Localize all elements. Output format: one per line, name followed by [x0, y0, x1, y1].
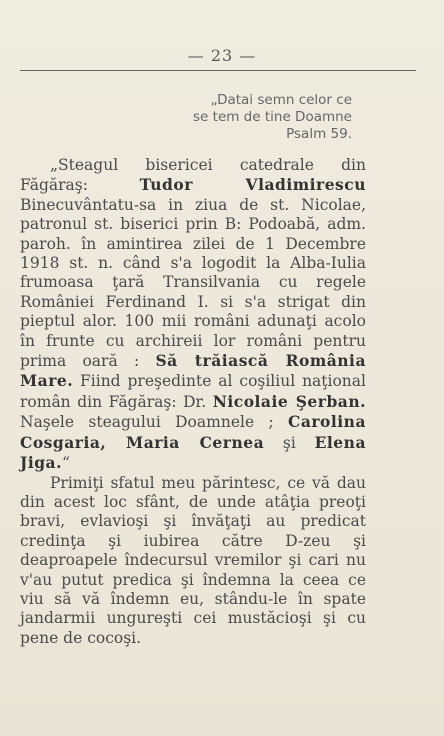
epigraph-line: „Datai semn celor ce [210, 92, 352, 108]
text-run: Binecuvântatu-sa in ziua de st. Nicolae, patronul st. biserici prin B: Podoabă, adm. paroh. în amintirea zilei de 1 Decembre 1918 st. n. când s'a logodit la Alba-Iulia frumoasa ţară Transilvania cu regele României Ferdinand I. si s'a strigat din pieptul alor. 100 mii români adunaţi acolo în frunte cu archireii lor români pentru prima oară : [20, 195, 366, 371]
bold-name: Tudor Vladimirescu [139, 175, 366, 195]
text-run: “ [62, 454, 70, 473]
epigraph-source: Psalm 59. [286, 126, 352, 142]
text-run: Naşele steagului Doamnele ; [20, 413, 289, 432]
page-number: — 23 — [187, 46, 257, 65]
epigraph-line: se tem de tine Doamne [193, 109, 352, 125]
bold-name: Carolina Cosgaria, Maria Cernea [20, 412, 366, 452]
bold-name: Elena Jiga. [20, 432, 366, 473]
text-run: „Steagul bisericei catedrale din Făgăraş: [20, 156, 366, 195]
epigraph [193, 92, 352, 143]
bold-slogan: Să trăiască România Mare. [20, 351, 366, 391]
text-run: Fiind preşedinte al coşiliul naţional român din Făgăraş: Dr. [20, 372, 366, 411]
header-rule [20, 70, 416, 71]
text-run: şi [264, 433, 315, 452]
bold-name: Nicolaie Şerban. [212, 391, 366, 411]
paragraph-advice: Primiţi sfatul meu părintesc, ce vă dau din acest loc sfânt, de unde atâţia preoţi bravi, evlavioşi şi învăţaţi au predicat credinţa şi iubirea către D-zeu şi deaproapele îndecursul vremilor şi cari nu v'au putut predica şi îndemna la ceea ce viu să vă îndemn eu, stându-le în spate jandarmii ungureşti cei mustăcioşi şi cu pene de cocoşi. [20, 473, 366, 647]
paragraph-inscription [20, 156, 366, 474]
body-text [20, 156, 366, 648]
